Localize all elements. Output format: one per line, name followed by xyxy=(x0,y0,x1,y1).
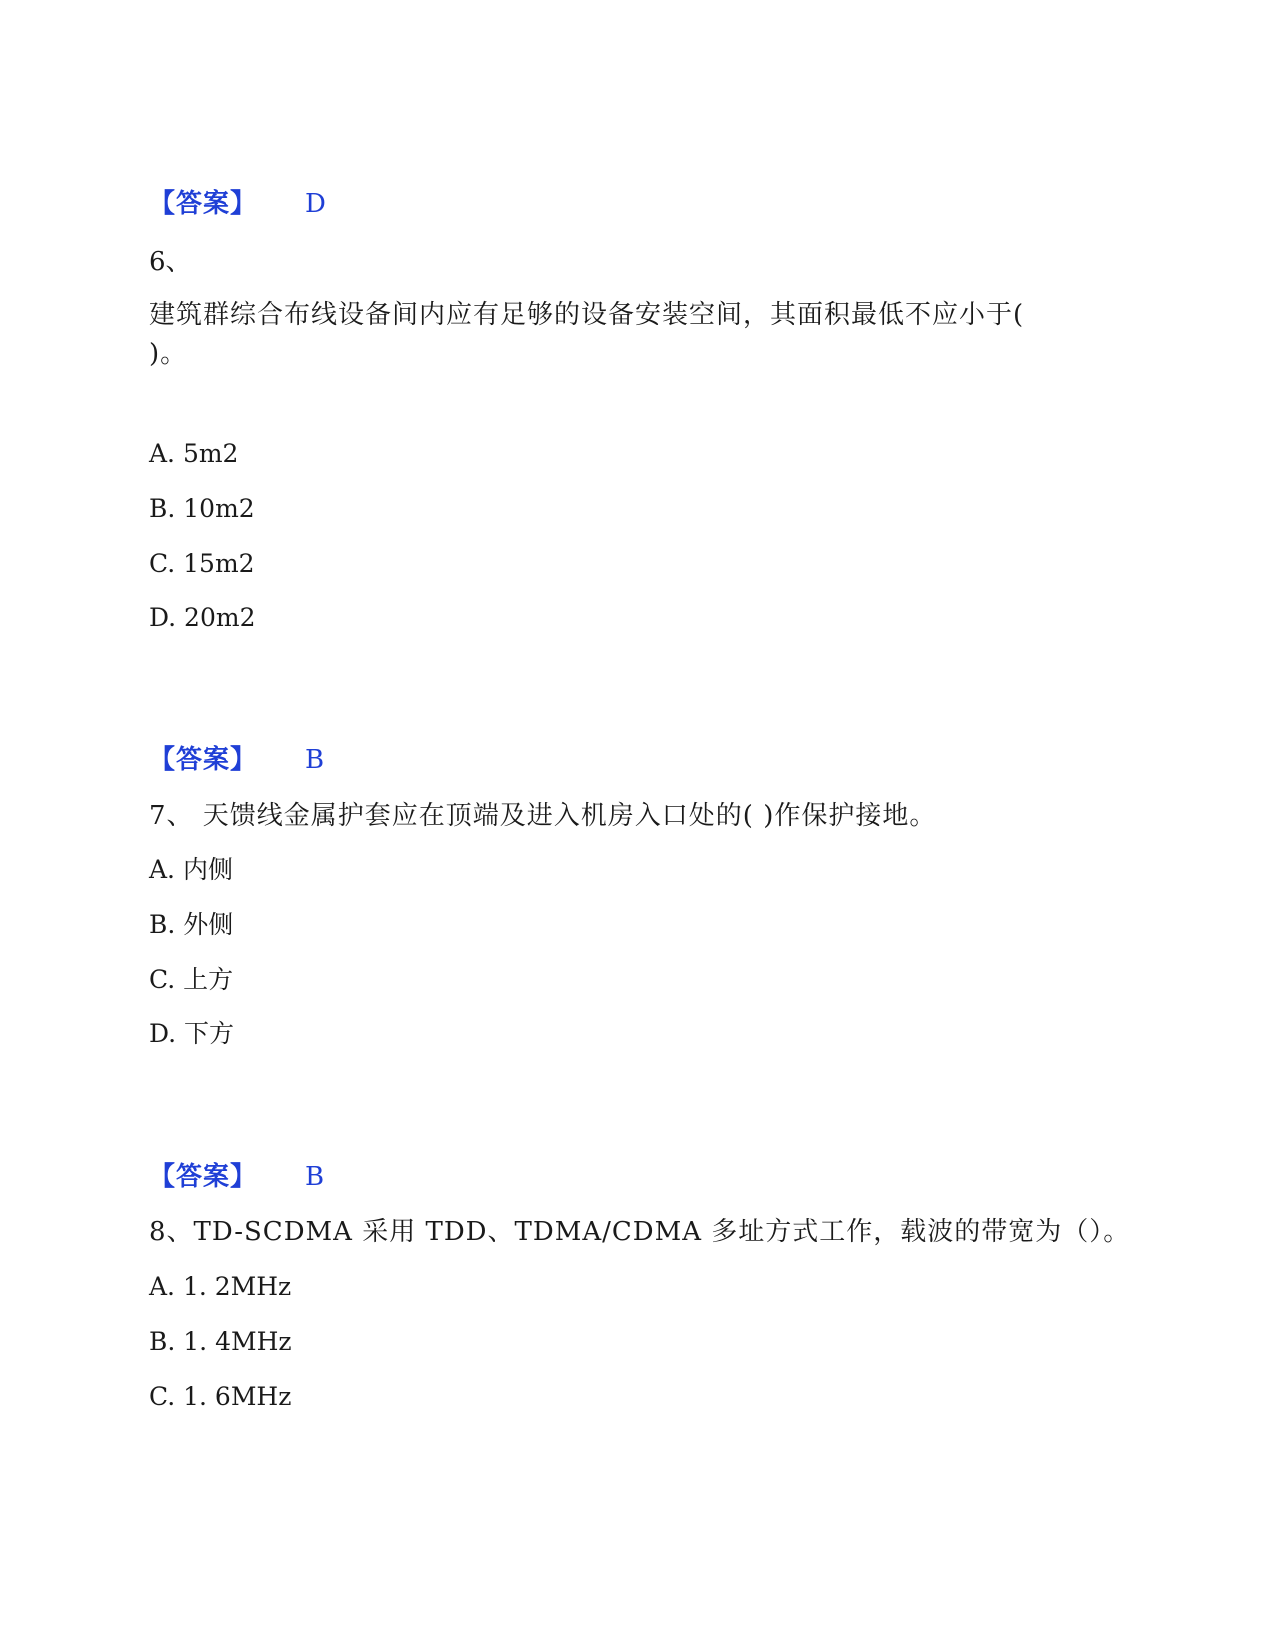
question-8-option-a: A. 1. 2MHz xyxy=(149,1272,292,1301)
answer-label: 【答案】 xyxy=(149,745,258,775)
question-7-option-d: D. 下方 xyxy=(149,1019,235,1048)
answer-value: D xyxy=(305,189,326,219)
question-6-text-line1: 建筑群综合布线设备间内应有足够的设备安装空间，其面积最低不应小于( xyxy=(149,300,1025,330)
question-6-text-line2: )。 xyxy=(149,339,188,369)
answer-value: B xyxy=(305,1162,325,1192)
answer-block-3 xyxy=(149,1160,324,1194)
question-6-option-b: B. 10m2 xyxy=(149,494,255,523)
question-6-option-d: D. 20m2 xyxy=(149,603,256,632)
question-6-option-a: A. 5m2 xyxy=(149,439,239,468)
question-7-option-b: B. 外侧 xyxy=(149,910,234,939)
answer-label: 【答案】 xyxy=(149,189,258,219)
question-6-number: 6、 xyxy=(149,247,192,277)
question-6-option-c: C. 15m2 xyxy=(149,549,255,578)
answer-label: 【答案】 xyxy=(149,1162,258,1192)
answer-value: B xyxy=(305,745,325,775)
question-7-option-a: A. 内侧 xyxy=(149,855,233,884)
question-8-text: 8、TD-SCDMA 采用 TDD、TDMA/CDMA 多址方式工作，载波的带宽为（）。 xyxy=(149,1217,1131,1247)
question-7-text: 7、 天馈线金属护套应在顶端及进入机房入口处的( )作保护接地。 xyxy=(149,801,937,831)
question-7-option-c: C. 上方 xyxy=(149,965,234,994)
question-8-option-c: C. 1. 6MHz xyxy=(149,1382,292,1411)
question-8-option-b: B. 1. 4MHz xyxy=(149,1327,292,1356)
answer-block-2 xyxy=(149,743,324,777)
answer-block-1 xyxy=(149,187,326,221)
